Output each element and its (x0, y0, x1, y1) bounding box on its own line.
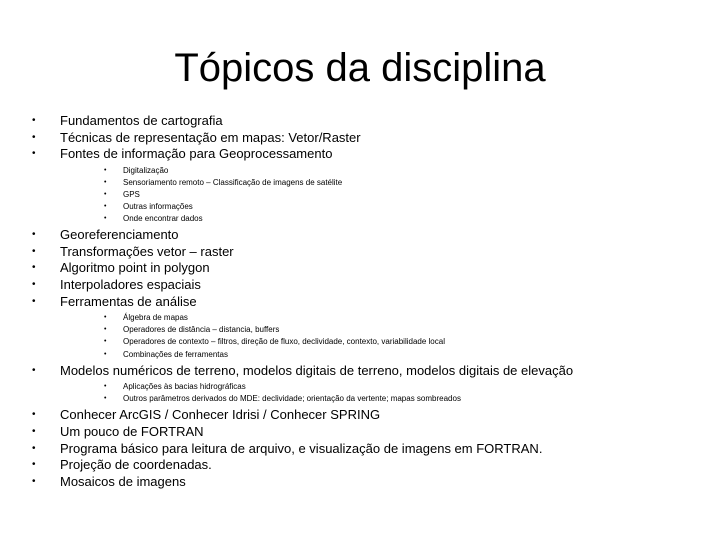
topic-item (0, 441, 720, 458)
subtopic-item (0, 393, 720, 405)
bullet-icon: • (104, 166, 107, 174)
topic-item (0, 407, 720, 424)
topic-item (0, 146, 720, 163)
bullet-icon: • (104, 178, 107, 186)
topic-item (0, 260, 720, 277)
topic-text: Algoritmo point in polygon (60, 260, 210, 276)
topic-text: Projeção de coordenadas. (60, 457, 212, 473)
subtopic-item (0, 213, 720, 225)
topic-text: Modelos numéricos de terreno, modelos digitais de terreno, modelos digitais de elevação (60, 362, 574, 378)
bullet-icon: • (104, 383, 107, 391)
subtopic-item (0, 312, 720, 324)
topic-list (0, 113, 720, 490)
subtopic-item (0, 349, 720, 361)
subtopic-text: Digitalização (123, 165, 169, 175)
bullet-icon: • (32, 115, 36, 126)
bullet-icon: • (104, 350, 107, 358)
topic-item (0, 244, 720, 261)
topic-text: Programa básico para leitura de arquivo, e visualização de imagens em FORTRAN. (60, 440, 543, 456)
bullet-icon: • (32, 459, 36, 471)
topic-item (0, 424, 720, 441)
bullet-icon: • (104, 215, 107, 223)
topic-item (0, 277, 720, 294)
bullet-icon: • (104, 190, 107, 198)
topic-item (0, 457, 720, 474)
topic-item (0, 130, 720, 147)
bullet-icon: • (32, 364, 36, 376)
subtopic-item (0, 324, 720, 336)
bullet-icon: • (104, 395, 107, 403)
topic-text: Mosaicos de imagens (60, 473, 186, 489)
bullet-icon: • (32, 229, 36, 241)
subtopic-text: Aplicações às bacias hidrográficas (123, 382, 246, 392)
subtopic-text: Operadores de contexto – filtros, direção de fluxo, declividade, contexto, variabilidade local (123, 337, 445, 347)
subtopic-item (0, 177, 720, 189)
bullet-icon: • (32, 475, 36, 487)
subtopic-text: Sensoriamento remoto – Classificação de imagens de satélite (123, 177, 343, 187)
topic-text: Fontes de informação para Geoprocessamento (60, 146, 333, 162)
topic-text: Conhecer ArcGIS / Conhecer Idrisi / Conhecer SPRING (60, 407, 381, 423)
subtopic-text: Combinações de ferramentas (123, 349, 228, 359)
bullet-icon: • (32, 262, 36, 274)
topic-text: Ferramentas de análise (60, 293, 197, 309)
subtopic-text: Outras informações (123, 202, 193, 212)
topic-item (0, 474, 720, 491)
topic-item (0, 227, 720, 244)
bullet-icon: • (32, 148, 36, 160)
bullet-icon: • (32, 245, 36, 257)
topic-text: Fundamentos de cartografia (60, 113, 223, 128)
bullet-icon: • (104, 338, 107, 346)
subtopic-text: Álgebra de mapas (123, 313, 188, 323)
topic-item (0, 363, 720, 380)
slide-title: Tópicos da disciplina (174, 46, 546, 90)
bullet-icon: • (32, 295, 36, 307)
subtopic-item (0, 189, 720, 201)
topic-text: Um pouco de FORTRAN (60, 423, 204, 439)
topic-item (0, 294, 720, 311)
subtopic-text: Onde encontrar dados (123, 214, 203, 224)
bullet-icon: • (104, 314, 107, 322)
subtopic-text: GPS (123, 189, 140, 199)
subtopic-item (0, 201, 720, 213)
subtopic-item (0, 165, 720, 177)
bullet-icon: • (32, 131, 36, 143)
topic-item (0, 113, 720, 130)
subtopic-text: Outros parâmetros derivados do MDE: declividade; orientação da vertente; mapas sombreados (123, 394, 461, 404)
topic-text: Transformações vetor – raster (60, 243, 234, 259)
subtopic-text: Operadores de distância – distancia, buffers (123, 325, 280, 335)
bullet-icon: • (32, 425, 36, 437)
bullet-icon: • (104, 203, 107, 211)
bullet-icon: • (32, 442, 36, 454)
subtopic-item (0, 381, 720, 393)
bullet-icon: • (104, 326, 107, 334)
bullet-icon: • (32, 279, 36, 291)
bullet-icon: • (32, 409, 36, 421)
topic-text: Interpoladores espaciais (60, 277, 201, 293)
topic-text: Georeferenciamento (60, 227, 179, 243)
subtopic-item (0, 336, 720, 348)
topic-text: Técnicas de representação em mapas: Vetor/Raster (60, 129, 361, 145)
